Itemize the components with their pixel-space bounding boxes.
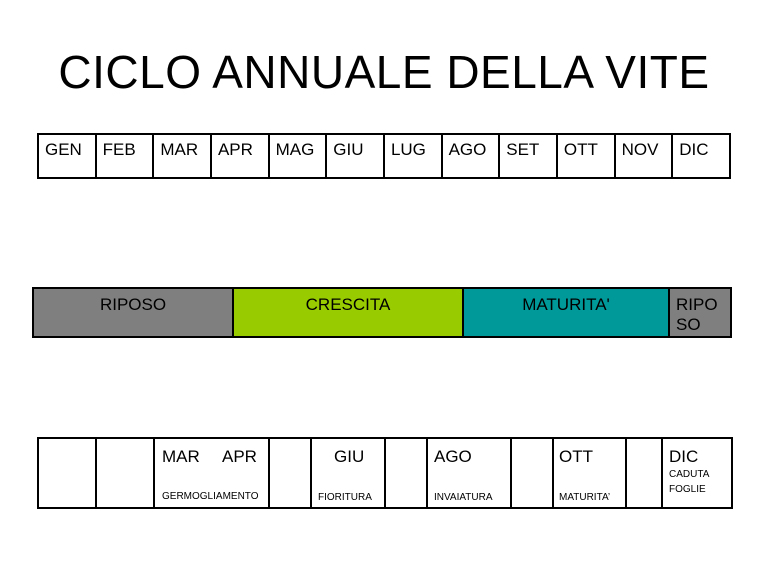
caduta-cell [662, 438, 732, 508]
event-month: APR [222, 447, 257, 466]
months-table [37, 133, 731, 179]
month-cell: DIC [672, 134, 730, 178]
fioritura-cell [311, 438, 385, 508]
event-label: INVAIATURA [434, 492, 493, 503]
empty-cell [269, 438, 311, 508]
month-cell: APR [211, 134, 269, 178]
empty-cell [511, 438, 553, 508]
event-month: DIC [669, 447, 699, 466]
phase-riposo-end-cell: RIPO SO [669, 288, 731, 337]
phases-table [32, 287, 732, 338]
events-table [37, 437, 733, 509]
event-label: FIORITURA [318, 492, 372, 503]
month-cell: NOV [615, 134, 673, 178]
event-month: OTT [559, 447, 593, 466]
month-cell: MAR [153, 134, 211, 178]
germogliamento-cell [154, 438, 269, 508]
maturita-cell [553, 438, 626, 508]
event-month: AGO [434, 447, 472, 466]
event-month: GIU [334, 447, 365, 466]
month-cell: GIU [326, 134, 384, 178]
month-cell: SET [499, 134, 557, 178]
empty-cell [626, 438, 662, 508]
invaiatura-cell [427, 438, 511, 508]
month-cell: AGO [442, 134, 500, 178]
empty-cell [385, 438, 427, 508]
event-label: CADUTA FOGLIE [669, 469, 709, 495]
month-cell: GEN [38, 134, 96, 178]
empty-cell [38, 438, 96, 508]
month-cell: MAG [269, 134, 327, 178]
phase-riposo-cell: RIPOSO [33, 288, 233, 337]
month-cell: OTT [557, 134, 615, 178]
event-label: GERMOGLIAMENTO [162, 491, 259, 502]
month-cell: FEB [96, 134, 154, 178]
phase-maturita-cell: MATURITA' [463, 288, 669, 337]
event-month: MAR [162, 447, 200, 466]
empty-cell [96, 438, 154, 508]
phase-crescita-cell: CRESCITA [233, 288, 463, 337]
month-cell: LUG [384, 134, 442, 178]
page-title: CICLO ANNUALE DELLA VITE [58, 46, 710, 98]
event-label: MATURITA’ [559, 492, 611, 503]
